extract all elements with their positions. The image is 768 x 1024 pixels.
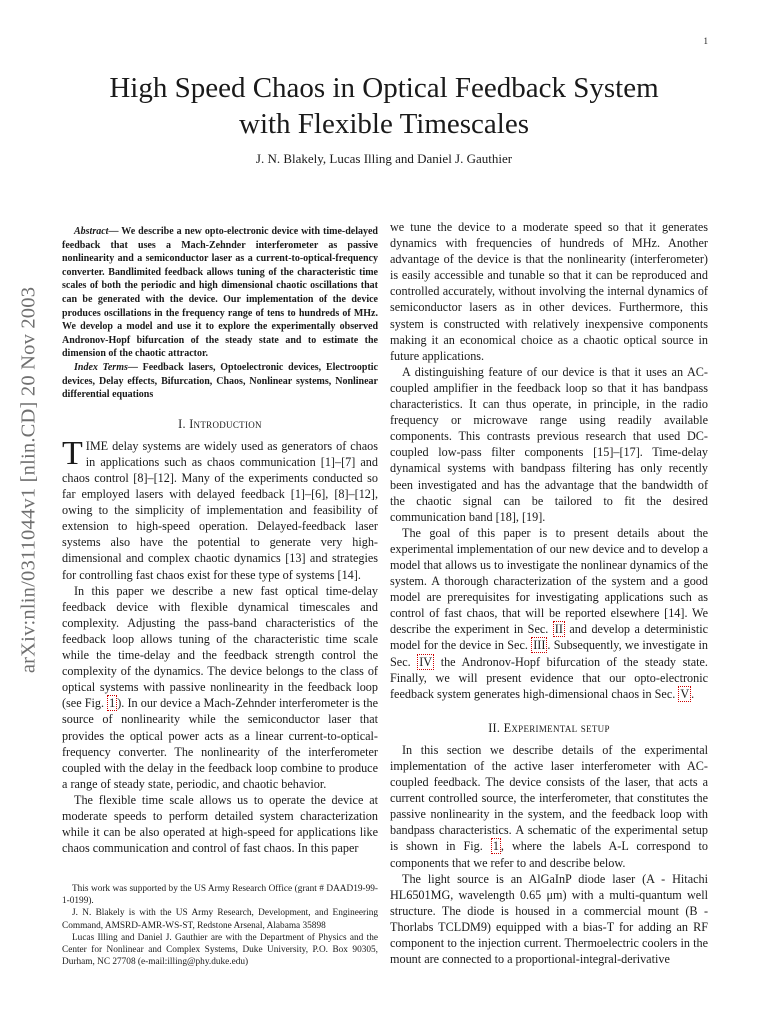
abstract bbox=[62, 225, 378, 361]
footnote-affiliation-2: Lucas Illing and Daniel J. Gauthier are with the Department of Physics and the Center for Nonlinear and Complex Systems, Duke University, P.O. Box 90305, Durham, NC 27708 (e-mail:illing@phy.duke.edu) bbox=[62, 932, 378, 968]
setup-paragraph-2: The light source is an AlGaInP diode laser (A - Hitachi HL6501MG, wavelength 0.65 μm) with a multi-quantum well structure. The diode is housed in a commercial mount (B - Thorlabs TCLDM9) equipped with a bias-T for adding an RF component to the injection current. Thermoelectric coolers in the mount are connected to a proportional-integral-derivative bbox=[390, 871, 708, 967]
section-heading-introduction bbox=[62, 416, 378, 432]
paragraph-text: , where the labels A-L correspond to components that we refer to and describe below. bbox=[390, 839, 708, 870]
section-heading-experimental-setup bbox=[390, 720, 708, 736]
section-link-v[interactable]: V bbox=[680, 686, 690, 701]
title-line-2: with Flexible Timescales bbox=[239, 108, 529, 140]
section-title: Experimental setup bbox=[503, 720, 610, 735]
setup-paragraph-1 bbox=[390, 742, 708, 871]
section-link-iii[interactable]: III bbox=[533, 638, 546, 653]
intro-paragraph-5 bbox=[390, 525, 708, 702]
abstract-lead: Abstract bbox=[74, 226, 109, 237]
intro-paragraph-3: The flexible time scale allows us to operate the device at moderate speeds to perform detailed system characterization while it can be also operated at high-speed for applications like chaos communication and control of fast chaos. In this paper bbox=[62, 792, 378, 856]
footnote-affiliation-1: J. N. Blakely is with the US Army Research, Development, and Engineering Command, AMSRD-AMR-WS-ST, Redstone Arsenal, Alabama 35898 bbox=[62, 908, 378, 931]
left-column bbox=[62, 225, 378, 856]
figure-link[interactable]: 1 bbox=[109, 696, 116, 711]
abstract-text: — We describe a new opto-electronic device with time-delayed feedback that uses a Mach-Zehnder interferometer as passive nonlinearity and a semiconductor laser as a current-to-optical-frequency converter. Bandlimited feedback allows tuning of the characteristic time scales of both the periodic and high dimensional chaotic oscillations that can be generated with the device. Our implementation of the device produces oscillations in the frequency range of tens to hundreds of MHz. We develop a model and use it to explore the experimentally observed Andronov-Hopf bifurcation of the steady state and to estimate the dimension of the chaotic attractor. bbox=[62, 226, 378, 360]
paragraph-text: and develop a deterministic model for the device in Sec. bbox=[390, 622, 708, 653]
section-number: II. bbox=[488, 720, 504, 735]
paper-title bbox=[60, 70, 708, 142]
author-list: J. N. Blakely, Lucas Illing and Daniel J. Gauthier bbox=[255, 151, 513, 166]
arxiv-identifier[interactable]: arXiv:nlin/0311044v1 [nlin.CD] 20 Nov 2003 bbox=[17, 286, 40, 674]
paragraph-text: In this paper we describe a new fast optical time-delay feedback device with flexible dynamical timescales and complexity. Adjusting the pass-band characteristics of the feedback loop allows tuning of the characteristic time scale while the time-delay and the feedback strength control the complexity of the dynamics. The device belongs to the class of optical systems with passive nonlinearity in the feedback loop (see Fig. bbox=[62, 583, 378, 711]
page-number: 1 bbox=[703, 36, 708, 46]
figure-link[interactable]: 1 bbox=[492, 839, 499, 854]
footnotes bbox=[62, 883, 378, 968]
right-column bbox=[390, 219, 708, 967]
section-number: I. bbox=[178, 416, 190, 431]
section-link-iv[interactable]: IV bbox=[419, 654, 433, 669]
intro-paragraph-1 bbox=[62, 434, 378, 583]
paragraph-text: ). In our device a Mach-Zehnder interferometer is the source of nonlinearity while the semiconductor laser that provides the optical power acts as a linear current-to-optical-frequency converter. The nonlinearity of the interferometer coupled with the delay in the feedback loop combine to produce a range of steady state, periodic, and chaotic behavior. bbox=[62, 696, 378, 791]
intro-paragraph-2 bbox=[62, 583, 378, 792]
title-line-1: High Speed Chaos in Optical Feedback System bbox=[109, 72, 659, 104]
intro-paragraph-4: A distinguishing feature of our device is that it uses an AC-coupled amplifier in the feedback loop so that it has bandpass characteristics. It can thus operate, in principle, in the radio frequency or microwave range using readily available components. This contrasts previous research that used DC-coupled low-pass filter components [15]–[17]. Time-delay dynamical systems with bandpass filtering has only recently been investigated and has the advantage that the bandwidth of the chaotic signal can be tailored to fit the desired communication band [18], [19]. bbox=[390, 364, 708, 524]
paragraph-text: The goal of this paper is to present details about the experimental implementation of our new device and to develop a model that allows us to investigate the nonlinear dynamics of the system. A thorough characterization of the system and a good model are prerequisites for investigating applications such as control of fast chaos, that will be reported elsewhere [14]. We describe the experiment in Sec. bbox=[390, 525, 708, 637]
index-terms bbox=[62, 361, 378, 402]
section-title: Introduction bbox=[189, 416, 262, 431]
arxiv-stamp bbox=[12, 230, 46, 730]
paragraph-text: IME delay systems are widely used as generators of chaos in applications such as chaos communication [1]–[7] and chaos control [8]–[12]. Many of the experiments conducted so far employed lasers with delayed feedback [1]–[6], [8]–[12], owing to the simplicity of implementation and feasibility of extension to high-speed operation. Delayed-feedback laser systems also have the potential to generate very high-dimensional and complex chaotic dynamics [13] and strategies for controlling fast chaos exist for these type of systems [14]. bbox=[62, 438, 378, 582]
intro-paragraph-3-continued: we tune the device to a moderate speed so that it generates dynamics with frequencies of hundreds of MHz. Another advantage of the device is that the nonlinearity (interferometer) is easily accessible and tunable so that it can be reproduced and controlled accurately, without involving the internal dynamics of semiconductor lasers as in other devices. Furthermore, this system is constructed with relatively inexpensive components making it an economical choice as a chaotic optical source in future applications. bbox=[390, 220, 708, 363]
paragraph-text: . Subsequently, we investigate in Sec. bbox=[390, 638, 708, 669]
index-terms-lead: Index Terms bbox=[74, 361, 128, 373]
footnote-funding: This work was supported by the US Army Research Office (grant # DAAD19-99-1-0199). bbox=[62, 884, 378, 907]
paragraph-text: . bbox=[691, 686, 695, 701]
paragraph-text: the Andronov-Hopf bifurcation of the steady state. Finally, we will present evidence that our opto-electronic feedback system generates high-dimensional chaos in Sec. bbox=[390, 654, 708, 701]
index-terms-text: — Feedback lasers, Optoelectronic devices, Electrooptic devices, Delay effects, Bifurcation, Chaos, Nonlinear systems, Nonlinear differential equations bbox=[62, 361, 378, 401]
paragraph-text: In this section we describe details of the experimental implementation of the active laser interferometer with AC-coupled feedback. The device consists of the laser, that acts a current controlled source, the interferometer, that constitutes the passive nonlinearity in the system, and the feedback loop with bandpass characteristics. A schematic of the experimental setup is shown in Fig. bbox=[390, 742, 708, 854]
drop-cap: T bbox=[62, 434, 83, 472]
section-link-ii[interactable]: II bbox=[554, 622, 563, 637]
